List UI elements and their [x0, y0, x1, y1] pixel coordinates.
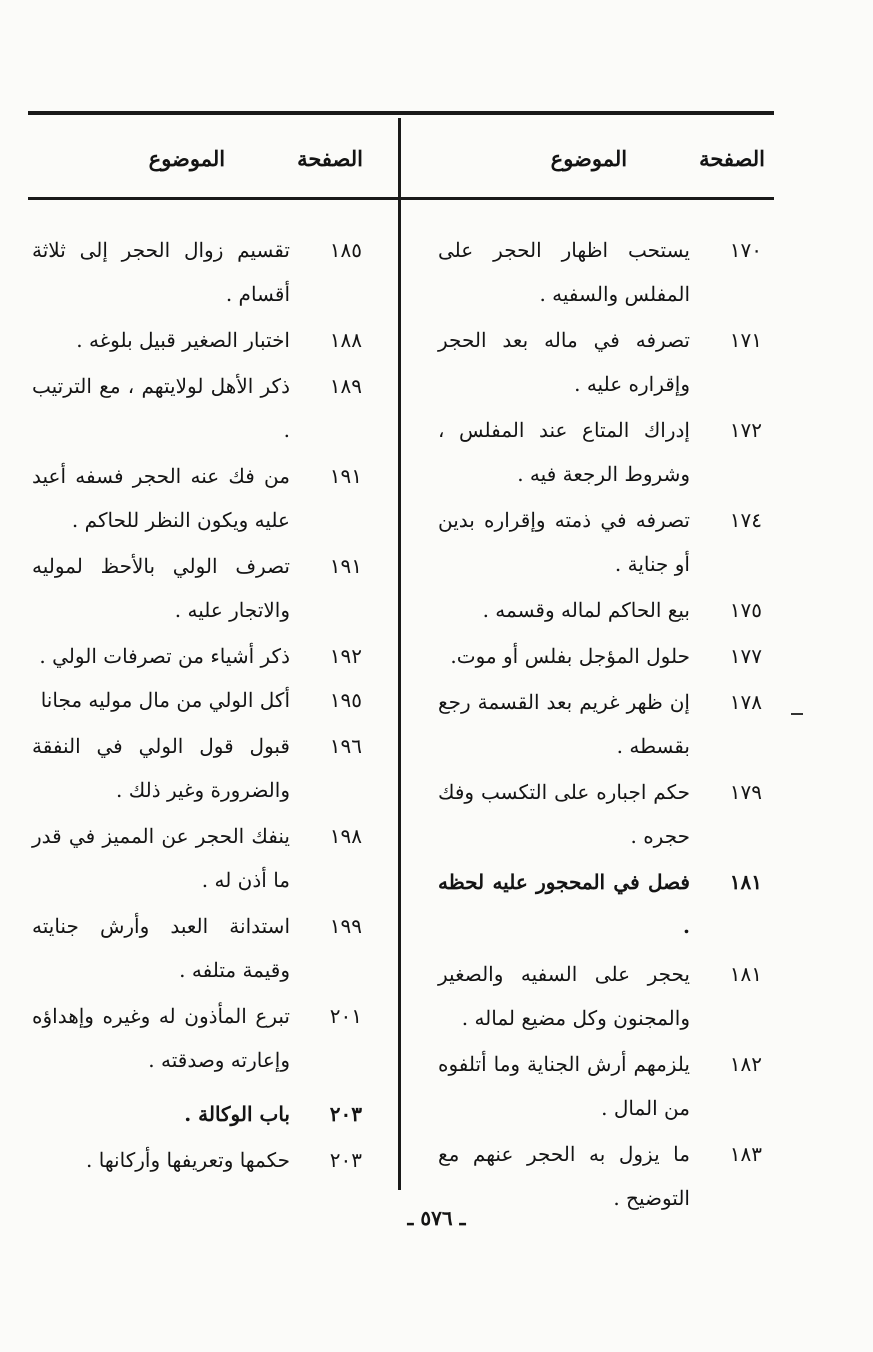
entry-page-number: ١٩١: [329, 554, 362, 578]
entry-page-number: ١٩٨: [329, 824, 362, 848]
index-entry: [438, 408, 762, 496]
column-divider: [398, 118, 401, 1190]
entry-page-number: ١٧٩: [729, 780, 762, 804]
index-entry: [438, 228, 762, 316]
entry-page-number: ١٨١: [729, 870, 762, 894]
entry-topic: باب الوكالة .: [184, 1102, 290, 1126]
index-entry: [32, 678, 362, 722]
index-entry: [32, 454, 362, 542]
index-entry: [438, 498, 762, 586]
index-entry: [438, 588, 762, 632]
index-entry: [438, 634, 762, 678]
entry-page-number: ١٩٢: [329, 644, 362, 668]
entry-topic: تصرفه في ذمته وإقراره بدين أو جناية .: [438, 508, 690, 576]
right-column: [438, 228, 762, 1220]
entry-page-number: ١٧٥: [729, 598, 762, 622]
index-entry: [32, 1138, 362, 1182]
entry-topic: تقسيم زوال الحجر إلى ثلاثة أقسام .: [32, 238, 290, 306]
entry-page-number: ٢٠٣: [329, 1102, 362, 1126]
page-column-label: الصفحة: [297, 145, 363, 171]
entry-page-number: ١٩١: [329, 464, 362, 488]
entry-topic: تصرف الولي بالأحظ لموليه والاتجار عليه .: [32, 554, 290, 622]
entry-page-number: ١٩٥: [329, 688, 362, 712]
entry-page-number: ١٧٠: [729, 238, 762, 262]
entry-topic: يستحب اظهار الحجر على المفلس والسفيه .: [438, 238, 690, 306]
entry-page-number: ١٨٢: [729, 1052, 762, 1076]
entry-topic: من فك عنه الحجر فسفه أعيد عليه ويكون النظر للحاكم .: [32, 464, 290, 532]
index-entry: [32, 318, 362, 362]
entry-topic: بيع الحاكم لماله وقسمه .: [482, 598, 690, 622]
topic-column-label: الموضوع: [550, 145, 628, 171]
index-entry: [438, 318, 762, 406]
index-entry: [32, 904, 362, 992]
entry-page-number: ١٧٨: [729, 690, 762, 714]
index-entry: [32, 634, 362, 678]
entry-page-number: ١٧٤: [729, 508, 762, 532]
left-column: [32, 228, 362, 1182]
entry-page-number: ١٩٦: [329, 734, 362, 758]
entry-topic: يحجر على السفيه والصغير والمجنون وكل مضيع لماله .: [438, 962, 690, 1030]
entry-topic: ينفك الحجر عن المميز في قدر ما أذن له .: [32, 824, 290, 892]
entry-topic: حكم اجباره على التكسب وفك حجره .: [438, 780, 690, 848]
entry-topic: اختبار الصغير قبيل بلوغه .: [76, 328, 290, 352]
entry-page-number: ١٨٨: [329, 328, 362, 352]
entry-page-number: ٢٠١: [329, 1004, 362, 1028]
topic-column-label: الموضوع: [148, 145, 226, 171]
entry-topic: قبول قول الولي في النفقة والضرورة وغير ذلك .: [32, 734, 290, 802]
entry-topic: ذكر الأهل لولايتهم ، مع الترتيب .: [32, 374, 290, 442]
index-entry: [438, 680, 762, 768]
entry-page-number: ١٨٩: [329, 374, 362, 398]
entry-page-number: ٢٠٣: [329, 1148, 362, 1172]
entry-page-number: ١٧١: [729, 328, 762, 352]
index-entry: [32, 364, 362, 452]
entry-topic: تبرع المأذون له وغيره وإهداؤه وإعارته وصدقته .: [32, 1004, 290, 1072]
index-entry: [32, 1092, 362, 1136]
right-column-header: [410, 138, 765, 178]
entry-page-number: ١٨٥: [329, 238, 362, 262]
header-rule: [28, 197, 774, 200]
entry-topic: أكل الولي من مال موليه مجانا: [40, 688, 290, 712]
index-entry: [32, 724, 362, 812]
index-entry: [32, 814, 362, 902]
page-column-label: الصفحة: [699, 145, 765, 171]
top-rule: [28, 111, 774, 115]
entry-topic: يلزمهم أرش الجناية وما أتلفوه من المال .: [438, 1052, 690, 1120]
index-entry: [438, 860, 762, 948]
entry-topic: فصل في المحجور عليه لحظه .: [438, 870, 690, 938]
index-entry: [438, 1042, 762, 1130]
entry-topic: إن ظهر غريم بعد القسمة رجع بقسطه .: [438, 690, 690, 758]
entry-topic: حلول المؤجل بفلس أو موت.: [450, 644, 690, 668]
entry-topic: تصرفه في ماله بعد الحجر وإقراره عليه .: [438, 328, 690, 396]
entry-page-number: ١٨٣: [729, 1142, 762, 1166]
entry-page-number: ١٧٧: [729, 644, 762, 668]
index-entry: [32, 994, 362, 1082]
index-entry: [32, 228, 362, 316]
page-number: ـ ٥٧٦ ـ: [407, 1206, 466, 1230]
entry-topic: إدراك المتاع عند المفلس ، وشروط الرجعة فيه .: [438, 418, 690, 486]
entry-topic: ذكر أشياء من تصرفات الولي .: [39, 644, 290, 668]
left-column-header: [28, 138, 363, 178]
entry-topic: ما يزول به الحجر عنهم مع التوضيح .: [438, 1142, 690, 1210]
index-entry: [438, 770, 762, 858]
entry-page-number: ١٧٢: [729, 418, 762, 442]
margin-mark: [791, 713, 803, 715]
index-entry: [438, 952, 762, 1040]
entry-topic: حكمها وتعريفها وأركانها .: [86, 1148, 290, 1172]
index-entry: [32, 544, 362, 632]
entry-page-number: ١٨١: [729, 962, 762, 986]
entry-page-number: ١٩٩: [329, 914, 362, 938]
entry-topic: استدانة العبد وأرش جنايته وقيمة متلفه .: [32, 914, 290, 982]
